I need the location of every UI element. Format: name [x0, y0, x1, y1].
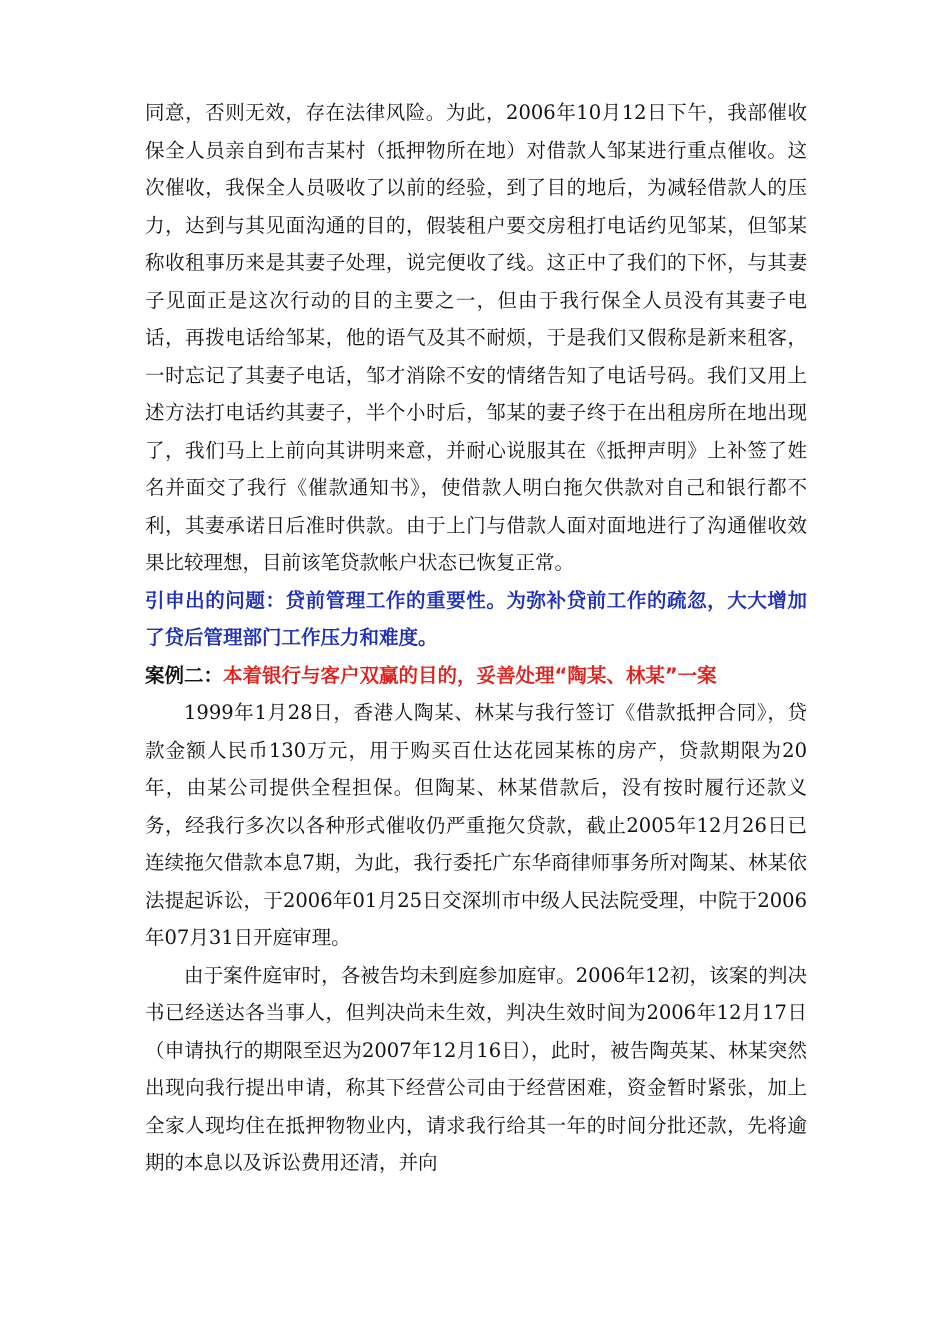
- case-two-heading: [145, 657, 807, 695]
- paragraph-loan-contract: 1999年1月28日，香港人陶某、林某与我行签订《借款抵押合同》，贷款金额人民币130万元，用于购买百仕达花园某栋的房产，贷款期限为20年，由某公司提供全程担保。但陶某、林某借款后，没有按时履行还款义务，经我行多次以各种形式催收仍严重拖欠贷款，截止2005年12月26日已连续拖欠借款本息7期，为此，我行委托广东华商律师事务所对陶某、林某依法提起诉讼，于2006年01月25日交深圳市中级人民法院受理，中院于2006年07月31日开庭审理。: [145, 701, 807, 949]
- document-page: [145, 94, 807, 1182]
- case-two-title: 本着银行与客户双赢的目的，妥善处理“陶某、林某”一案: [223, 663, 717, 687]
- case-two-label: 案例二：: [145, 663, 224, 687]
- issue-statement: 引申出的问题：贷前管理工作的重要性。为弥补贷前工作的疏忽，大大增加了贷后管理部门工作压力和难度。: [145, 588, 807, 649]
- paragraph-collection-visit: 同意，否则无效，存在法律风险。为此，2006年10月12日下午，我部催收保全人员亲自到布吉某村（抵押物所在地）对借款人邹某进行重点催收。这次催收，我保全人员吸收了以前的经验，到了目的地后，为减轻借款人的压力，达到与其见面沟通的目的，假装租户要交房租打电话约见邹某，但邹某称收租事历来是其妻子处理，说完便收了线。这正中了我们的下怀，与其妻子见面正是这次行动的目的主要之一，但由于我行保全人员没有其妻子电话，再拨电话给邹某，他的语气及其不耐烦，于是我们又假称是新来租客，一时忘记了其妻子电话，邹才消除不安的情绪告知了电话号码。我们又用上述方法打电话约其妻子，半个小时后，邹某的妻子终于在出租房所在地出现了，我们马上上前向其讲明来意，并耐心说服其在《抵押声明》上补签了姓名并面交了我行《催款通知书》，使借款人明白拖欠供款对自己和银行都不利，其妻承诺日后准时供款。由于上门与借款人面对面地进行了沟通催收效果比较理想，目前该笔贷款帐户状态已恢复正常。: [145, 101, 807, 574]
- paragraph-court-judgment: 由于案件庭审时，各被告均未到庭参加庭审。2006年12初，该案的判决书已经送达各当事人，但判决尚未生效，判决生效时间为2006年12月17日（申请执行的期限至迟为2007年12月16日），此时，被告陶英某、林某突然出现向我行提出申请，称其下经营公司由于经营困难，资金暂时紧张，加上全家人现均住在抵押物物业内，请求我行给其一年的时间分批还款，先将逾期的本息以及诉讼费用还清，并向: [145, 963, 807, 1174]
